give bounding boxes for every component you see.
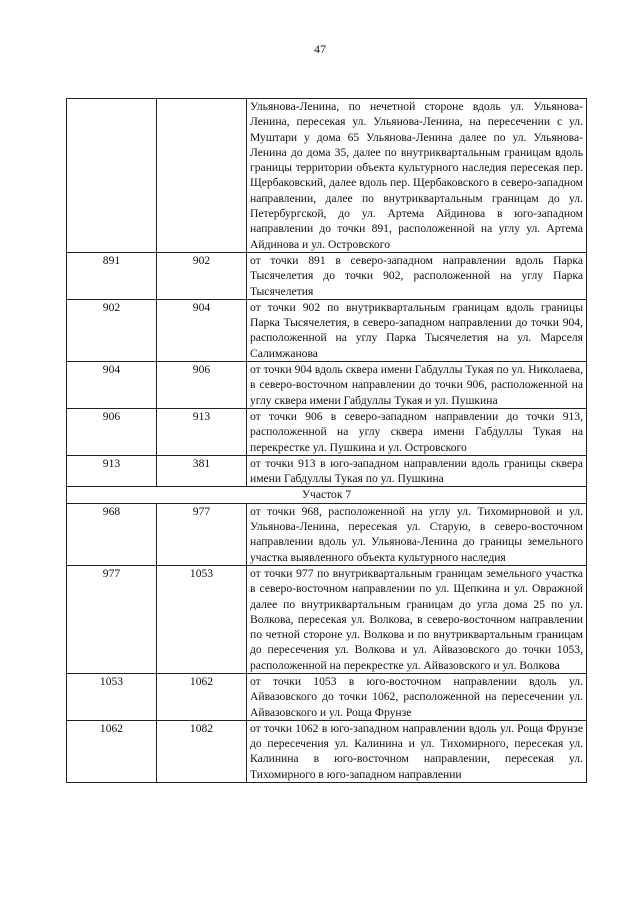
table-row — [67, 673, 587, 720]
page-bottom-margin — [66, 858, 586, 905]
route-description: от точки 904 вдоль сквера имени Габдуллы Тукая по ул. Николаева, в северо-восточном направлении до точки 906, расположенной на углу сквера имени Габдуллы Тукая и ул. Пушкина — [247, 362, 587, 409]
point-from: 904 — [67, 362, 157, 409]
point-to: 381 — [157, 455, 247, 487]
point-to: 1082 — [157, 720, 247, 782]
route-table-body — [67, 99, 587, 783]
point-from: 1053 — [67, 673, 157, 720]
table-row — [67, 99, 587, 253]
route-description: Ульянова-Ленина, по нечетной стороне вдоль ул. Ульянова-Ленина, пересекая ул. Ульянова-Ленина, на пересечении с ул. Муштари у дома 65 Ульянова-Ленина далее по ул. Ульянова-Ленина до дома 35, далее по внутриквартальным границам вдоль границы территории объекта культурного наследия пересекая пер. Щербаковский, далее вдоль пер. Щербаковского в северо-западном направлении, далее по внутриквартальным границам до ул. Петербургской, до ул. Артема Айдинова в юго-западном направлении до точки 891, расположенной на углу ул. Артема Айдинова и ул. Островского — [247, 99, 587, 253]
page-number: 47 — [314, 42, 326, 56]
point-to: 1062 — [157, 673, 247, 720]
route-description: от точки 1053 в юго-восточном направлении вдоль ул. Айвазовского до точки 1062, расположенной на пересечении ул. Айвазовского и ул. Роща Фрунзе — [247, 673, 587, 720]
point-from — [67, 99, 157, 253]
point-to: 904 — [157, 299, 247, 361]
table-row — [67, 565, 587, 673]
point-to: 977 — [157, 503, 247, 565]
point-to: 913 — [157, 408, 247, 455]
route-description: от точки 902 по внутриквартальным границам вдоль границы Парка Тысячелетия, в северо-западном направлении до точки 904, расположенной на углу Парка Тысячелетия на ул. Марселя Салимжанова — [247, 299, 587, 361]
table-row — [67, 720, 587, 782]
route-description: от точки 968, расположенной на углу ул. Тихомирновой и ул. Ульянова-Ленина, пересекая ул. Старую, в северо-восточном направлении вдоль ул. Ульянова-Ленина до границы земельного участка выявленного объекта культурного наследия — [247, 503, 587, 565]
table-row — [67, 299, 587, 361]
point-to — [157, 99, 247, 253]
table-row — [67, 362, 587, 409]
point-from: 968 — [67, 503, 157, 565]
section-header-row — [67, 487, 587, 503]
point-to: 902 — [157, 252, 247, 299]
point-from: 977 — [67, 565, 157, 673]
route-description: от точки 891 в северо-западном направлении вдоль Парка Тысячелетия до точки 902, расположенной на углу Парка Тысячелетия — [247, 252, 587, 299]
point-from: 891 — [67, 252, 157, 299]
route-description: от точки 906 в северо-западном направлении до точки 913, расположенной на углу сквера имени Габдуллы Тукая на перекрестке ул. Пушкина и ул. Островского — [247, 408, 587, 455]
point-from: 913 — [67, 455, 157, 487]
table-row — [67, 503, 587, 565]
route-description: от точки 977 по внутриквартальным границам земельного участка в северо-восточном направлении по ул. Щепкина и ул. Овражной далее по внутриквартальным границам до угла дома 25 по ул. Волкова, пересекая ул. Волкова, в северо-восточном направлении по четной стороне ул. Волкова и по внутриквартальным границам до пересечения ул. Волкова и ул. Айвазовского до точки 1053, расположенной на перекрестке ул. Айвазовского и ул. Волкова — [247, 565, 587, 673]
point-to: 1053 — [157, 565, 247, 673]
route-description: от точки 913 в юго-западном направлении вдоль границы сквера имени Габдуллы Тукая по ул. Пушкина — [247, 455, 587, 487]
point-from: 906 — [67, 408, 157, 455]
table-row — [67, 252, 587, 299]
section-title: Участок 7 — [67, 487, 587, 503]
point-from: 902 — [67, 299, 157, 361]
point-to: 906 — [157, 362, 247, 409]
route-table — [66, 98, 587, 783]
route-description: от точки 1062 в юго-западном направлении вдоль ул. Роща Фрунзе до пересечения ул. Калинина и ул. Тихомирного, пересекая ул. Калинина в юго-восточном направлении, пересекая ул. Тихомирного в юго-западном направлении — [247, 720, 587, 782]
table-row — [67, 455, 587, 487]
table-row — [67, 408, 587, 455]
point-from: 1062 — [67, 720, 157, 782]
